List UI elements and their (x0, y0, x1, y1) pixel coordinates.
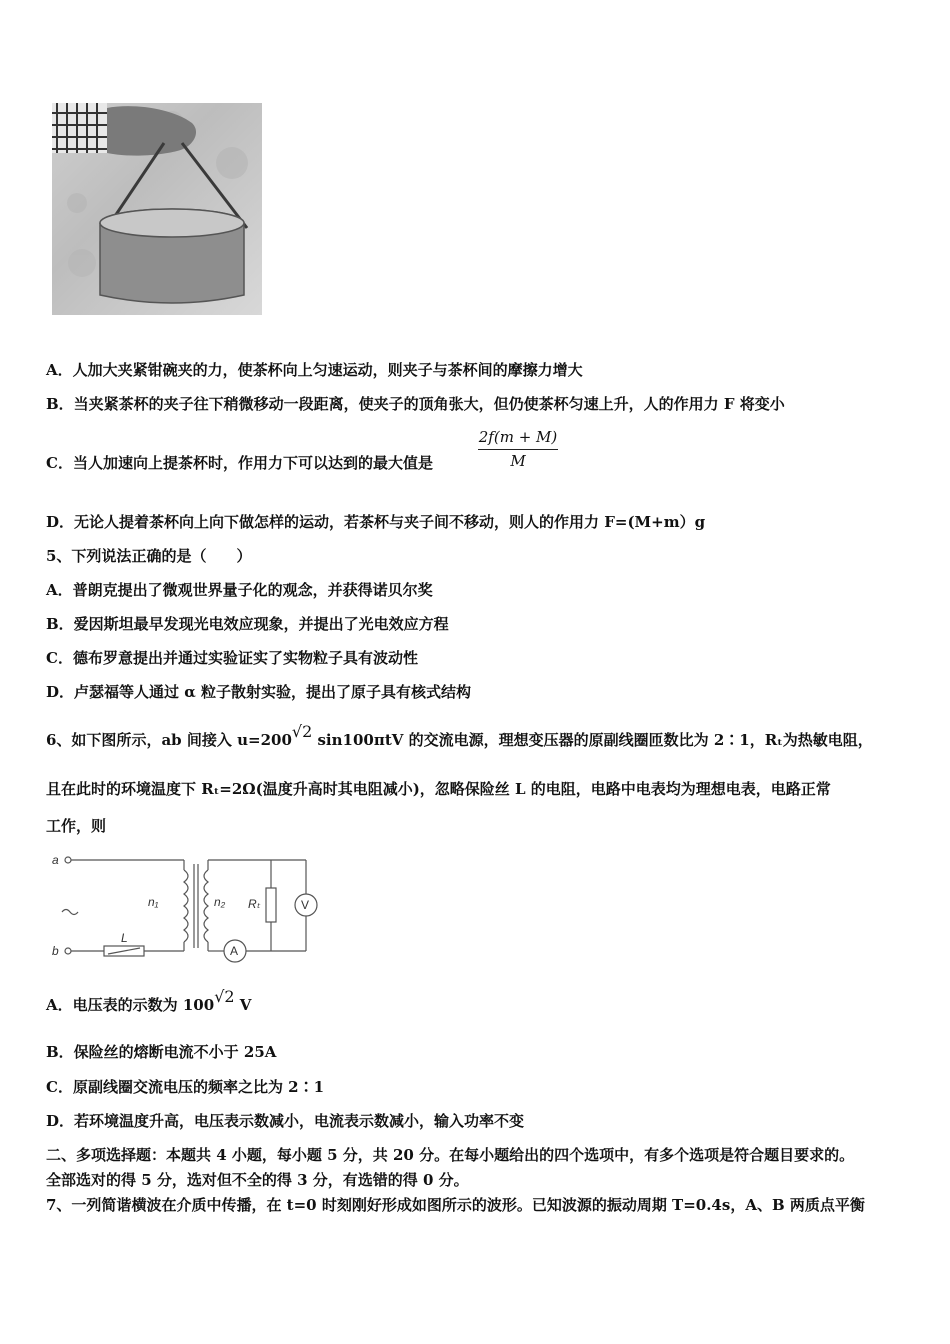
fraction-denominator: M (510, 452, 526, 470)
rt-label: Rₜ (248, 897, 261, 911)
q4-option-b: B．当夹紧茶杯的夹子往下稍微移动一段距离，使夹子的顶角张大，但仍使茶杯匀速上升，人的作用力 F 将变小 (46, 395, 785, 413)
transformer-circuit-diagram (46, 850, 326, 965)
q6-option-d: D．若环境温度升高，电压表示数减小，电流表示数减小，输入功率不变 (46, 1112, 525, 1130)
q6-stem-line3: 工作，则 (46, 817, 107, 835)
q4-option-d: D．无论人提着茶杯向上向下做怎样的运动，若茶杯与夹子间不移动，则人的作用力 F=(M+m）g (46, 513, 706, 531)
voltmeter-label: V (301, 898, 310, 912)
section2-heading-line2: 全部选对的得 5 分，选对但不全的得 3 分，有选错的得 0 分。 (46, 1171, 469, 1189)
section2-heading-line1: 二、多项选择题：本题共 4 小题，每小题 5 分，共 20 分。在每小题给出的四个选项中，有多个选项是符合题目要求的。 (46, 1146, 855, 1164)
terminal-a-label: a (52, 853, 59, 867)
sqrt-symbol: √2 (214, 987, 235, 1006)
fraction-numerator: 2f(m + M) (478, 428, 558, 450)
q5-stem: 5、下列说法正确的是（ ） (46, 547, 252, 565)
sqrt-symbol: √2 (291, 722, 313, 741)
q6-stem-line2: 且在此时的环境温度下 Rₜ=2Ω(温度升高时其电阻减小)，忽略保险丝 L 的电阻，电路中电表均为理想电表，电路正常 (46, 780, 831, 798)
q6-option-a (46, 987, 252, 1015)
terminal-b-label: b (52, 944, 59, 958)
q7-stem: 7、一列简谐横波在介质中传播，在 t=0 时刻刚好形成如图所示的波形。已知波源的振动周期 T=0.4s，A、B 两质点平衡 (46, 1196, 865, 1214)
q6-option-c: C．原副线圈交流电压的频率之比为 2∶1 (46, 1078, 325, 1096)
q6-stem-part2: sin100πtV 的交流电源，理想变压器的原副线圈匝数比为 2∶1，Rₜ为热敏电阻， (312, 731, 873, 749)
ammeter-label: A (230, 944, 239, 958)
q5-option-b: B．爱因斯坦最早发现光电效应现象，并提出了光电效应方程 (46, 615, 449, 633)
q4-option-c: C．当人加速向上提茶杯时，作用力下可以达到的最大值是 (46, 454, 433, 472)
q6-stem-part1: 6、如下图所示，ab 间接入 u=200 (46, 731, 292, 749)
n2-label: n₂ (214, 895, 226, 909)
fuse-label: L (121, 931, 128, 945)
q6-stem-line1 (46, 722, 873, 750)
q4-option-a: A．人加大夹紧钳碗夹的力，使茶杯向上匀速运动，则夹子与茶杯间的摩擦力增大 (46, 361, 583, 379)
teacup-clamp-photo (52, 103, 262, 315)
q5-option-d: D．卢瑟福等人通过 α 粒子散射实验，提出了原子具有核式结构 (46, 683, 471, 701)
q5-option-c: C．德布罗意提出并通过实验证实了实物粒子具有波动性 (46, 649, 418, 667)
q6-option-a-part1: A．电压表的示数为 100 (46, 996, 215, 1014)
q6-option-a-part2: V (234, 996, 252, 1014)
q4-option-c-fraction (478, 428, 558, 470)
n1-label: n₁ (148, 895, 159, 909)
q6-option-b: B．保险丝的熔断电流不小于 25A (46, 1043, 277, 1061)
q5-option-a: A．普朗克提出了微观世界量子化的观念，并获得诺贝尔奖 (46, 581, 433, 599)
